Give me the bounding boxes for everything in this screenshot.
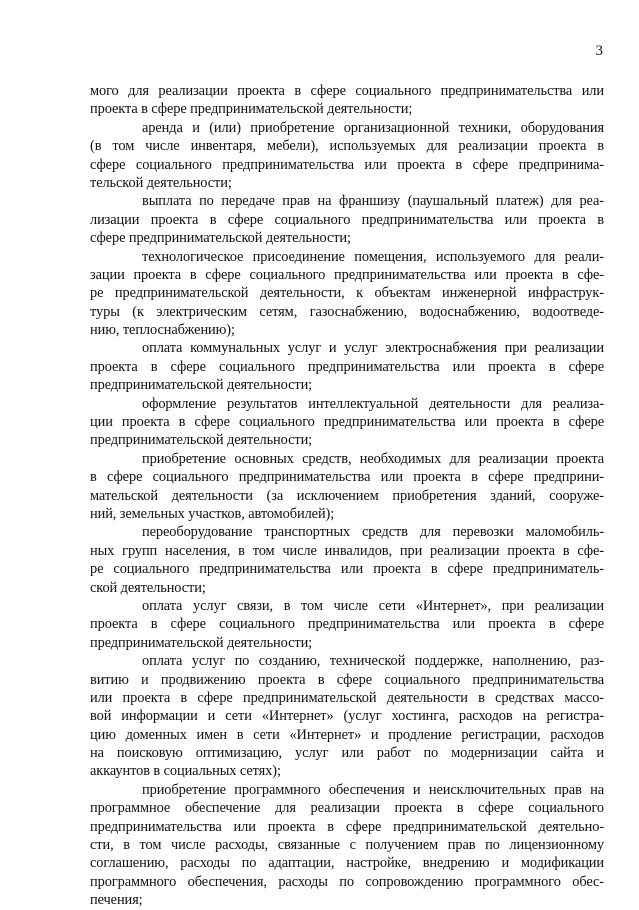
text-line: программное обеспечение для реализации проекта в сфере социального <box>90 800 604 817</box>
text-line: соглашению, расходы по адаптации, настройке, внедрению и модификации <box>90 855 604 872</box>
paragraph <box>90 523 604 597</box>
text-line: предпринимательской деятельности; <box>90 634 313 651</box>
paragraph <box>90 82 604 119</box>
paragraph <box>90 119 604 193</box>
text-line: сти, в том числе расходы, связанные с получением прав по лицензионному <box>90 837 604 854</box>
paragraph <box>90 781 604 910</box>
text-line: витию и продвижению проекта в сфере социального предпринимательства <box>90 671 604 688</box>
text-line: ской деятельности; <box>90 579 206 596</box>
text-line: ре предпринимательской деятельности, к объектам инженерной инфраструк- <box>90 285 604 302</box>
text-line: сфере социального предпринимательства или проекта в сфере предпринима- <box>90 156 604 173</box>
document-body <box>90 82 604 910</box>
text-line: предпринимательства или проекта в сфере предпринимательской деятельно- <box>90 818 604 835</box>
text-line: на поисковую оптимизацию, услуг или работ по модернизации сайта и <box>90 745 604 762</box>
text-line: нию, теплоснабжению); <box>90 322 235 339</box>
paragraph <box>90 652 604 781</box>
paragraph <box>90 339 604 394</box>
text-line: проекта в сфере социального предпринимательства или проекта в сфере <box>90 358 604 375</box>
text-line: зации проекта в сфере социального предпринимательства или проекта в сфе- <box>90 266 604 283</box>
text-line: проекта в сфере предпринимательской деятельности; <box>90 101 413 118</box>
text-line: предпринимательской деятельности; <box>90 432 313 449</box>
paragraph <box>90 395 604 450</box>
text-line: ний, земельных участков, автомобилей); <box>90 505 335 522</box>
text-line: туры (к электрическим сетям, газоснабжению, водоснабжению, водоотведе- <box>90 303 604 320</box>
text-line: выплата по передаче прав на франшизу (паушальный платеж) для реа- <box>142 193 604 210</box>
text-line: переоборудование транспортных средств для перевозки маломобиль- <box>142 524 604 541</box>
text-line: лизации проекта в сфере социального предпринимательства или проекта в <box>90 211 604 228</box>
text-line: мого для реализации проекта в сфере социального предпринимательства или <box>90 83 604 99</box>
text-line: проекта в сфере социального предпринимательства или проекта в сфере <box>90 616 604 633</box>
text-line: (в том числе инвентаря, мебели), используемых для реализации проекта в <box>90 138 604 155</box>
text-line: ре социального предпринимательства или проекта в сфере предприниматель- <box>90 561 604 578</box>
text-line: ции проекта в сфере социального предпринимательства или проекта в сфере <box>90 414 604 431</box>
text-line: вой информации и сети «Интернет» (услуг хостинга, расходов на регистра- <box>90 708 604 725</box>
text-line: приобретение основных средств, необходимых для реализации проекта <box>142 450 604 467</box>
text-line: сфере предпринимательской деятельности; <box>90 230 351 247</box>
paragraph <box>90 248 604 340</box>
text-line: аккаунтов в социальных сетях); <box>90 763 281 780</box>
page-number: 3 <box>595 43 603 59</box>
text-line: приобретение программного обеспечения и неисключительных прав на <box>142 781 604 798</box>
text-line: печения; <box>90 892 143 909</box>
text-line: ных групп населения, в том числе инвалидов, при реализации проекта в сфе- <box>90 542 604 559</box>
paragraph <box>90 192 604 247</box>
text-line: в сфере социального предпринимательства или проекта в сфере предприни- <box>90 469 604 486</box>
text-line: оплата услуг связи, в том числе сети «Интернет», при реализации <box>142 597 604 614</box>
text-line: оформление результатов интеллектуальной деятельности для реализа- <box>142 395 604 412</box>
text-line: или проекта в сфере предпринимательской деятельности в средствах массо- <box>90 689 604 706</box>
text-line: цию доменных имен в сети «Интернет» и продление регистрации, расходов <box>90 726 604 743</box>
paragraph <box>90 450 604 524</box>
text-line: технологическое присоединение помещения, используемого для реали- <box>142 248 604 265</box>
text-line: оплата коммунальных услуг и услуг электроснабжения при реализации <box>142 340 604 357</box>
text-line: предпринимательской деятельности; <box>90 377 313 394</box>
text-line: мательской деятельности (за исключением приобретения зданий, сооруже- <box>90 487 604 504</box>
paragraph <box>90 597 604 652</box>
text-line: тельской деятельности; <box>90 174 232 191</box>
text-line: оплата услуг по созданию, технической поддержке, наполнению, раз- <box>142 653 604 670</box>
text-line: программного обеспечения, расходы по сопровождению программного обес- <box>90 873 604 890</box>
text-line: аренда и (или) приобретение организационной техники, оборудования <box>142 119 604 136</box>
